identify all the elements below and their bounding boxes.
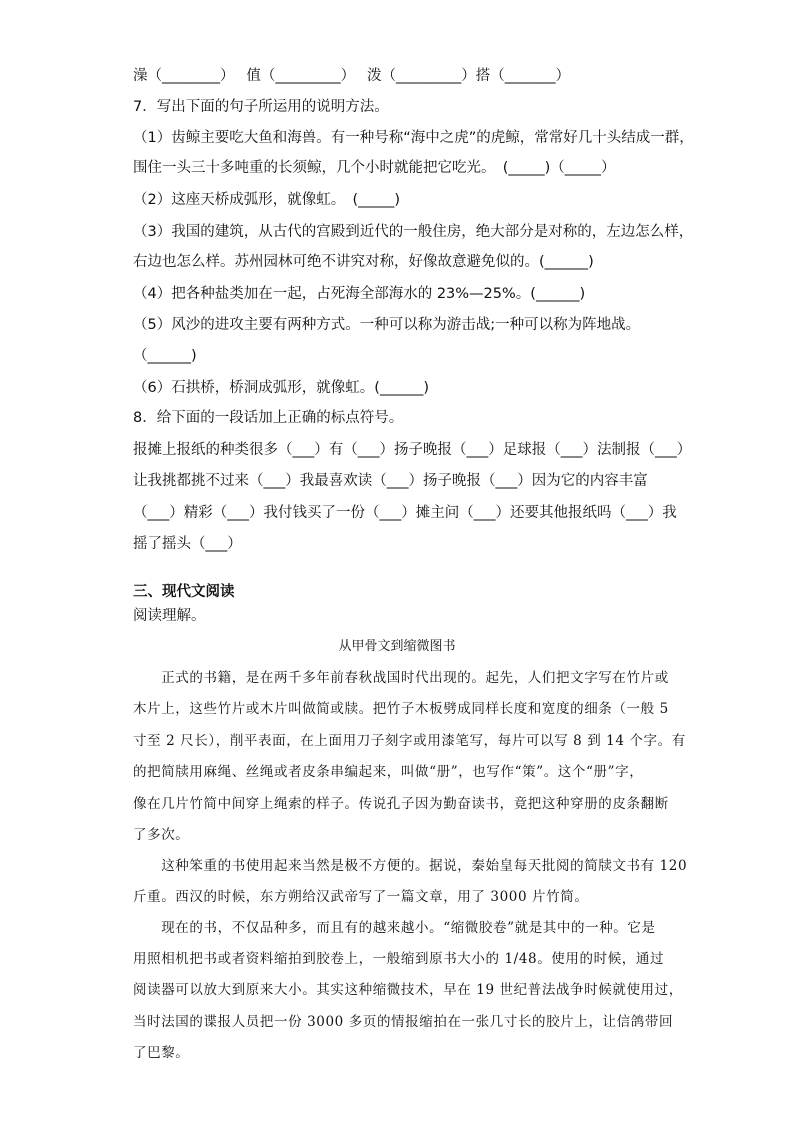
q7-item2: （2）这座天桥成弧形，就像虹。 (_____) <box>133 192 401 208</box>
q8-line3: （___）精彩（___）我付钱买了一份（___）摊主问（___）还要其他报纸吗（___）我 <box>133 505 677 521</box>
article-p3-line: 现在的书，不仅品种多，而且有的越来越小。“缩微胶卷”就是其中的一种。它是 <box>133 920 656 936</box>
q7-item1-line1: （1）齿鲸主要吃大鱼和海兽。有一种号称“海中之虎”的虎鲸，常常好几十头结成一群， <box>133 130 694 146</box>
q7-item3-line1: （3）我国的建筑，从古代的宫殿到近代的一般住房，绝大部分是对称的，左边怎么样， <box>133 224 694 240</box>
q8-heading: 8．给下面的一段话加上正确的标点符号。 <box>133 410 404 426</box>
q8-line1: 报摊上报纸的种类很多（___）有（___）扬子晚报（___）足球报（___）法制报（___） <box>133 442 692 458</box>
article-p3-line: 阅读器可以放大到原来大小。其实这种缩微技术，早在 19 世纪普法战争时候就使用过， <box>133 982 683 998</box>
section-heading: 三、现代文阅读 <box>133 584 235 600</box>
q7-item3-line2: 右边也怎么样。苏州园林可绝不讲究对称，好像故意避免似的。(______) <box>133 254 594 270</box>
article-p2-line: 斤重。西汉的时候，东方朔给汉武帝写了一篇文章，用了 3000 片竹简。 <box>133 889 589 905</box>
q8-line2: 让我挑都挑不过来（___）我最喜欢读（___）扬子晚报（___）因为它的内容丰富 <box>133 473 648 489</box>
article-p1-line: 木片上，这些竹片或木片叫做简或牍。把竹子木板劈成同样长度和宽度的细条（一般 5 <box>133 701 669 717</box>
article-p2-line: 这种笨重的书使用起来当然是极不方便的。据说，秦始皇每天批阅的简牍文书有 120 <box>133 858 688 874</box>
article-p1-line: 像在几片竹简中间穿上绳索的样子。传说孔子因为勤奋读书，竟把这种穿册的皮条翻断 <box>133 796 669 812</box>
article-p3-line: 当时法国的谍报人员把一份 3000 多页的情报缩拍在一张几寸长的胶片上，让信鸽带回 <box>133 1014 674 1030</box>
q7-item5-line2: （______) <box>133 348 197 364</box>
q7-item1-line2: 围住一头三十多吨重的长须鲸，几个小时就能把它吃光。 (_____)（_____） <box>133 160 616 176</box>
article-p1-line: 了多次。 <box>133 827 190 843</box>
q7-heading: 7．写出下面的句子所运用的说明方法。 <box>133 99 389 115</box>
q6-word-blanks: 澡（________） 值（_________） 泼（_________）搭（_______） <box>133 68 570 84</box>
q7-item4: （4）把各种盐类加在一起，占死海全部海水的 23%—25%。(______) <box>133 286 586 302</box>
article-p3-line: 用照相机把书或者资料缩拍到胶卷上，一般缩到原书大小的 1/48。使用的时候，通过 <box>133 951 665 967</box>
section-subheading: 阅读理解。 <box>133 608 206 624</box>
article-p1-line: 正式的书籍，是在两千多年前春秋战国时代出现的。起先，人们把文字写在竹片或 <box>133 670 669 686</box>
article-p1-line: 寸至 2 尺长），削平表面，在上面用刀子刻字或用漆笔写，每片可以写 8 到 14 个字。有 <box>133 733 686 749</box>
article-p1-line: 的把简牍用麻绳、丝绳或者皮条串编起来，叫做“册”，也写作“策”。这个“册”字， <box>133 764 644 780</box>
q7-item6: （6）石拱桥，桥洞成弧形，就像虹。(______) <box>133 380 430 396</box>
article-p3-line: 了巴黎。 <box>133 1045 190 1061</box>
article-title: 从甲骨文到缩微图书 <box>338 639 456 654</box>
q7-item5-line1: （5）风沙的进攻主要有两种方式。一种可以称为游击战;一种可以称为阵地战。 <box>133 317 641 333</box>
q8-line4: 摇了摇头（___） <box>133 536 242 552</box>
